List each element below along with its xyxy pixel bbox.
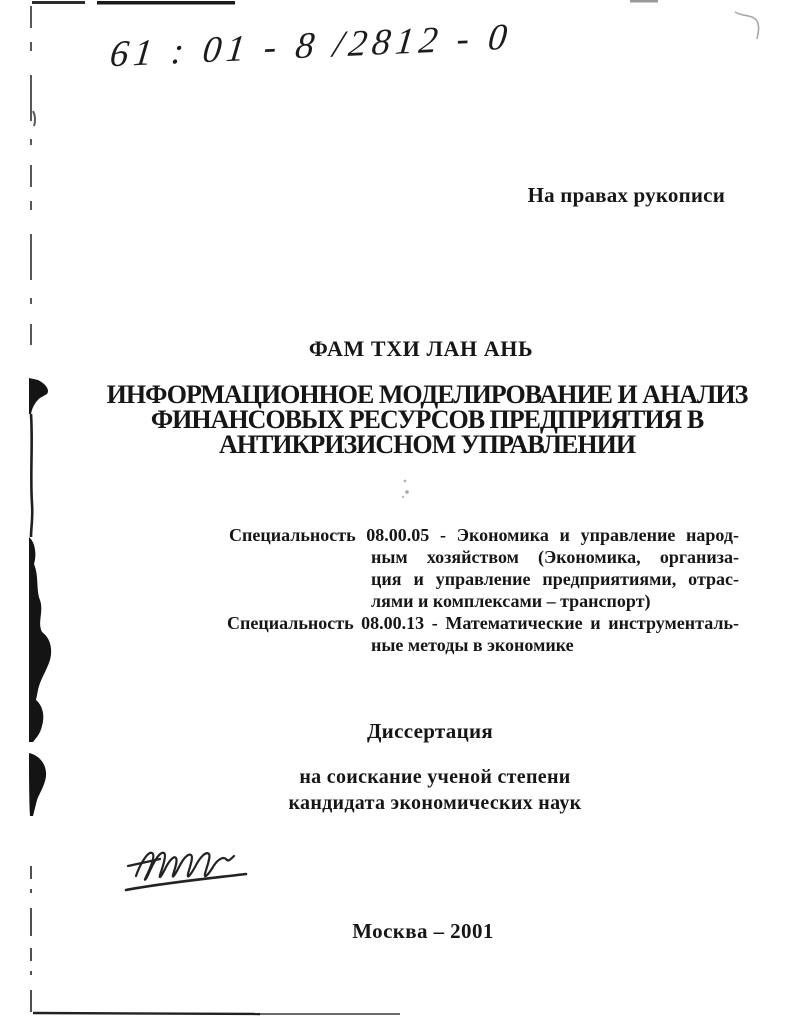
author-signature [118,838,254,896]
author-name: ФАМ ТХИ ЛАН АНЬ [308,336,534,361]
specialty-1-line-1: Специальность 08.00.05 - Экономика и управление народ- [229,525,739,545]
dissertation-title [55,382,792,457]
title-line-2: ФИНАНСОВЫХ РЕСУРСОВ ПРЕДПРИЯТИЯ В [150,405,704,434]
specialty-1-line-2: ным хозяйством (Экономика, организа- [371,547,739,567]
manuscript-rights-note: На правах рукописи [527,183,725,207]
specialty-2-line-2: ные методы в экономике [371,635,574,655]
specialty-1-line-3: ция и управление предприятиями, отрас- [371,569,739,589]
specialty-1-line-4: лями и комплексами – транспорт) [371,591,651,611]
title-line-3: АНТИКРИЗИСНОМ УПРАВЛЕНИИ [218,430,636,459]
catalog-number-handwritten: 61 : 01 - 8 /2812 - 0 [107,16,515,76]
dissertation-label: Диссертация [366,719,494,743]
specialty-2-line-1: Специальность 08.00.13 - Математические и инструменталь- [227,613,739,633]
title-line-1: ИНФОРМАЦИОННОЕ МОДЕЛИРОВАНИЕ И АНАЛИЗ [106,380,748,409]
degree-line-1: на соискание ученой степени [299,766,571,788]
degree-line-2: кандидата экономических наук [288,792,582,814]
city-year: Москва – 2001 [352,919,494,943]
